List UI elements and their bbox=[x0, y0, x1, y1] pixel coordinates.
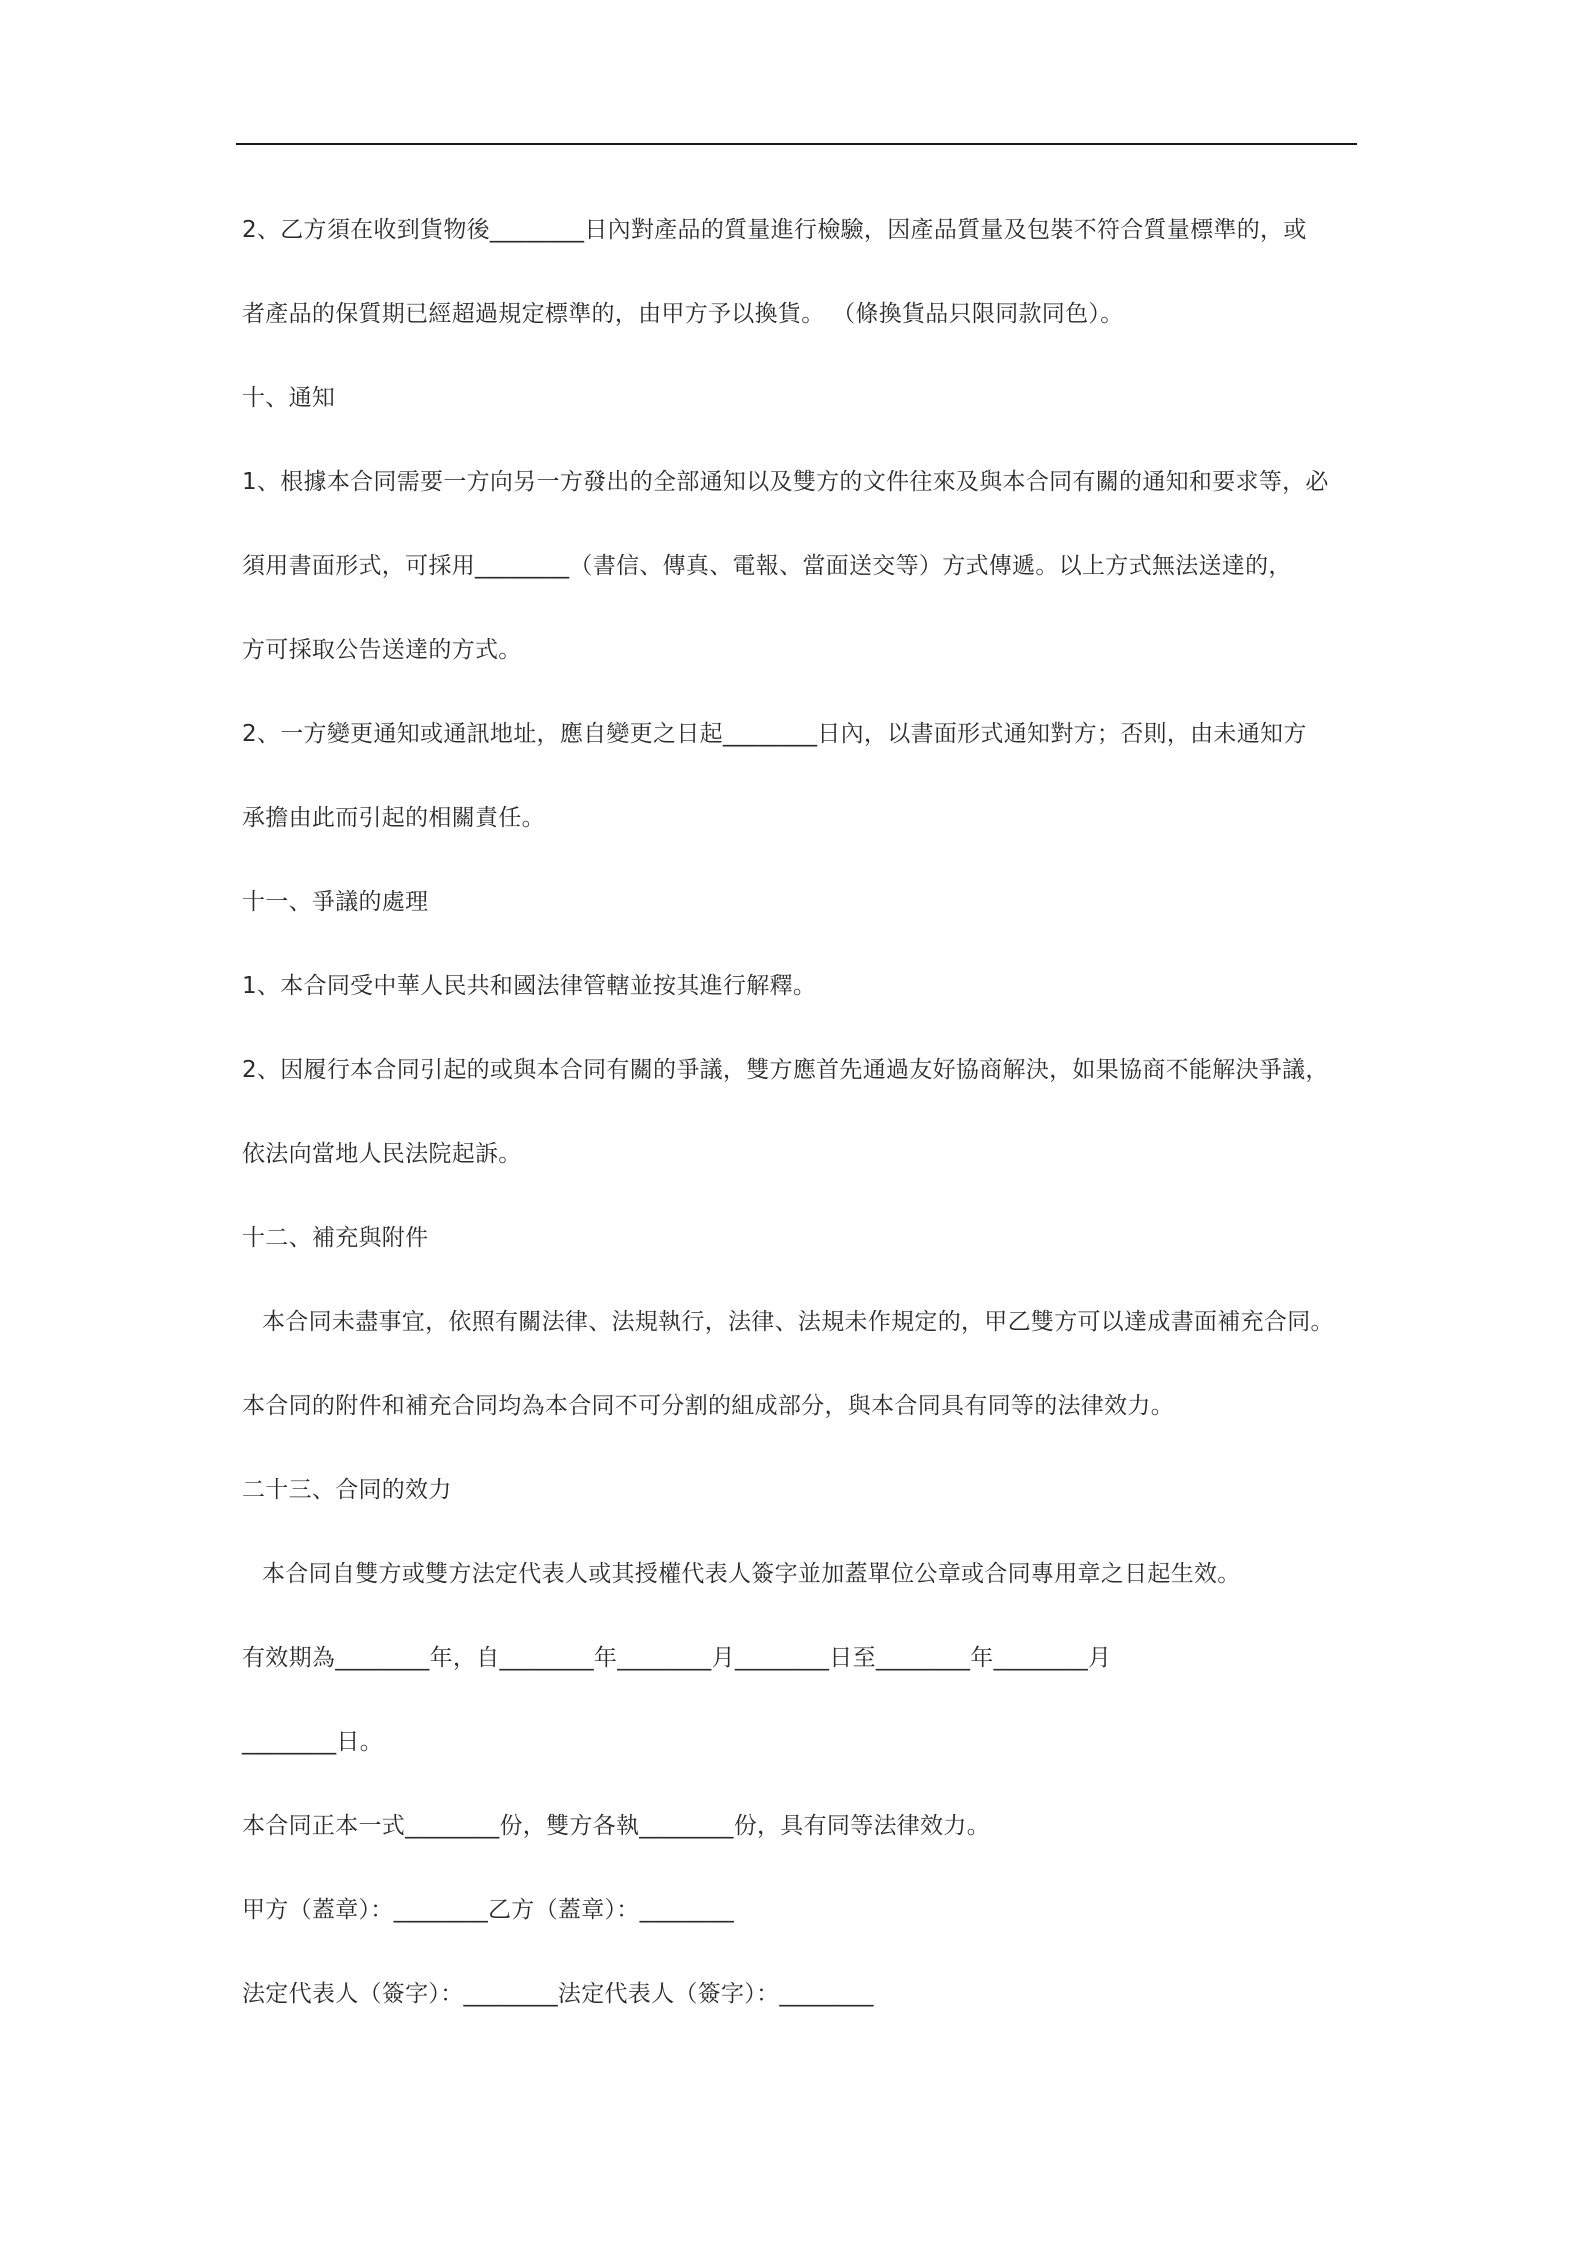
section-heading-supplements: 十二、補充與附件 bbox=[242, 1225, 429, 1251]
clause-notice-2-line-2: 承擔由此而引起的相關責任。 bbox=[242, 805, 545, 831]
clause-notice-2-line-1: 2、一方變更通知或通訊地址，應自變更之日起________日內，以書面形式通知對方；否則，由未通知方 bbox=[242, 721, 1307, 747]
section-heading-disputes: 十一、爭議的處理 bbox=[242, 889, 429, 915]
clause-validity-line-1: 有效期為________年，自________年________月________日至________年________月 bbox=[242, 1645, 1112, 1671]
clause-notice-1-line-2: 須用書面形式，可採用________（書信、傳真、電報、當面送交等）方式傳遞。以上方式無法送達的， bbox=[242, 553, 1292, 579]
clause-supplements-line-2: 本合同的附件和補充合同均為本合同不可分割的組成部分，與本合同具有同等的法律效力。 bbox=[242, 1393, 1174, 1419]
clause-validity-line-2: ________日。 bbox=[242, 1729, 383, 1755]
clause-disputes-2-line-1: 2、因履行本合同引起的或與本合同有關的爭議，雙方應首先通過友好協商解決，如果協商不能解決爭議， bbox=[242, 1057, 1329, 1083]
section-heading-effect: 二十三、合同的效力 bbox=[242, 1477, 452, 1503]
clause-supplements-line-1: 本合同未盡事宜，依照有關法律、法規執行，法律、法規未作規定的，甲乙雙方可以達成書面補充合同。 bbox=[262, 1309, 1334, 1335]
signature-seal-line: 甲方（蓋章）：________乙方（蓋章）：________ bbox=[242, 1897, 734, 1923]
section-heading-notice: 十、通知 bbox=[242, 385, 336, 411]
clause-inspection-line-1: 2、乙方須在收到貨物後________日內對產品的質量進行檢驗，因產品質量及包裝不符合質量標準的，或 bbox=[242, 217, 1307, 243]
clause-disputes-2-line-2: 依法向當地人民法院起訴。 bbox=[242, 1141, 522, 1167]
header-rule bbox=[236, 143, 1357, 145]
clause-notice-1-line-1: 1、根據本合同需要一方向另一方發出的全部通知以及雙方的文件往來及與本合同有關的通知和要求等，必 bbox=[242, 469, 1329, 495]
clause-inspection-line-2: 者產品的保質期已經超過規定標準的，由甲方予以換貨。 （條換貨品只限同款同色）。 bbox=[242, 301, 1124, 327]
clause-copies: 本合同正本一式________份，雙方各執________份，具有同等法律效力。 bbox=[242, 1813, 990, 1839]
clause-disputes-1: 1、本合同受中華人民共和國法律管轄並按其進行解釋。 bbox=[242, 973, 817, 999]
signature-representative-line: 法定代表人（簽字）：________法定代表人（簽字）：________ bbox=[242, 1981, 874, 2007]
clause-notice-1-line-3: 方可採取公告送達的方式。 bbox=[242, 637, 522, 663]
clause-effect-line-1: 本合同自雙方或雙方法定代表人或其授權代表人簽字並加蓋單位公章或合同專用章之日起生效。 bbox=[262, 1561, 1241, 1587]
